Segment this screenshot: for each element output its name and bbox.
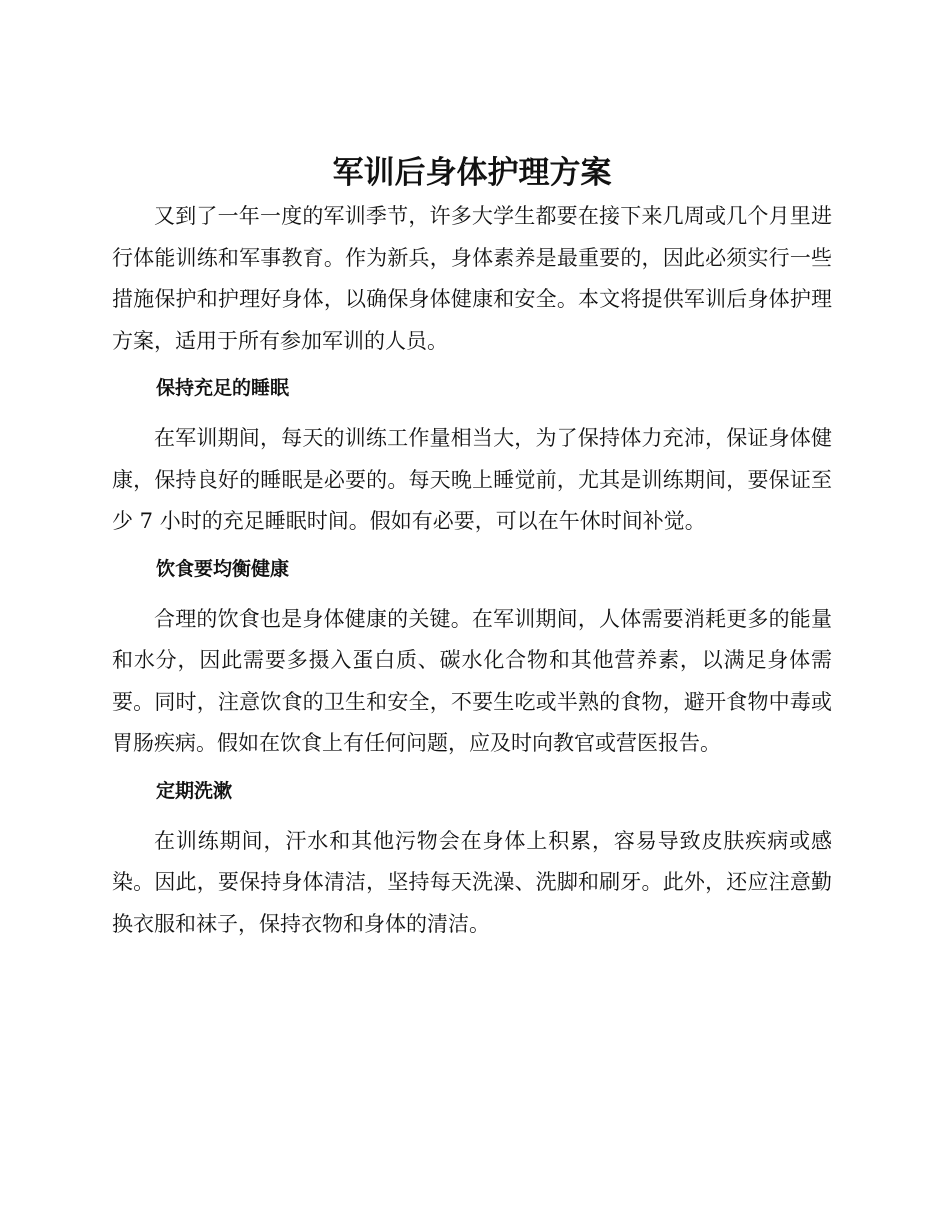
section-body-diet: 合理的饮食也是身体健康的关键。在军训期间，人体需要消耗更多的能量和水分，因此需要多摄入蛋白质、碳水化合物和其他营养素，以满足身体需要。同时，注意饮食的卫生和安全，不要生吃或半熟的食物，避开食物中毒或胃肠疾病。假如在饮食上有任何问题，应及时向教官或营医报告。 — [112, 606, 832, 755]
section-heading-sleep: 保持充足的睡眠 — [156, 377, 290, 399]
intro-paragraph: 又到了一年一度的军训季节，许多大学生都要在接下来几周或几个月里进行体能训练和军事教育。作为新兵，身体素养是最重要的，因此必须实行一些措施保护和护理好身体，以确保身体健康和安全。本文将提供军训后身体护理方案，适用于所有参加军训的人员。 — [112, 204, 832, 353]
section-body-sleep: 在军训期间，每天的训练工作量相当大，为了保持体力充沛，保证身体健康，保持良好的睡眠是必要的。每天晚上睡觉前，尤其是训练期间，要保证至少 7 小时的充足睡眠时间。假如有必要，可以在午休时间补觉。 — [112, 426, 832, 533]
section-body-hygiene: 在训练期间，汗水和其他污物会在身体上积累，容易导致皮肤疾病或感染。因此，要保持身体清洁，坚持每天洗澡、洗脚和刷牙。此外，还应注意勤换衣服和袜子，保持衣物和身体的清洁。 — [112, 828, 832, 936]
section-heading-hygiene: 定期洗漱 — [156, 779, 233, 802]
document-title: 军训后身体护理方案 — [332, 155, 612, 191]
document-content — [112, 150, 832, 945]
section-heading-diet: 饮食要均衡健康 — [156, 557, 290, 580]
